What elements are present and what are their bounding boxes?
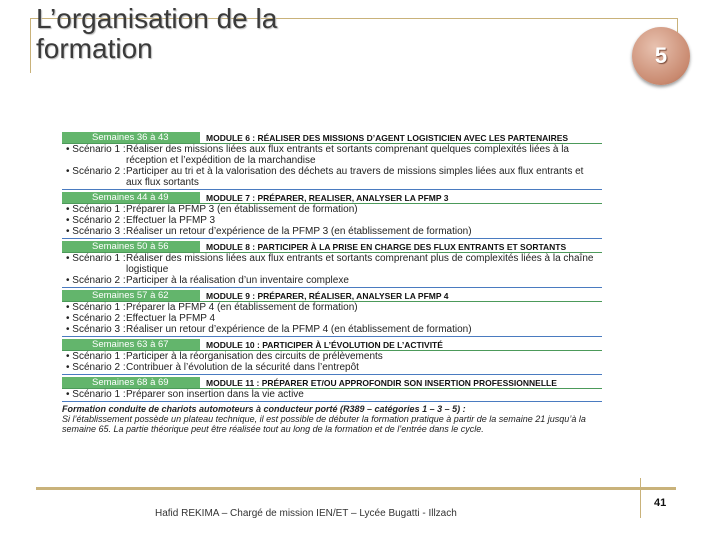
footer-right-divider [640,478,641,518]
scenario-text: Participer à la réalisation d’un inventaire complexe [126,275,349,286]
module-weeks: Semaines 50 à 56 [62,241,200,252]
scenario-row [62,204,602,215]
scenario-text: Réaliser des missions liées aux flux entrants et sortants comprenant plus de complexités liées à la chaîne logistique [126,253,594,275]
scenario-row [62,166,602,188]
module-title: MODULE 11 : PRÉPARER ET/OU APPROFONDIR SON INSERTION PROFESSIONNELLE [200,377,602,388]
scenario-row [62,313,602,324]
module-block [62,192,602,239]
scenario-text: Préparer son insertion dans la vie active [126,389,304,400]
scenario-label: • Scénario 2 : [66,313,126,324]
module-block [62,377,602,402]
module-divider [62,336,602,337]
forklift-training-body: Si l’établissement possède un plateau technique, il est possible de débuter la formation pratique à partir de la semaine 21 jusqu’à la semaine 65. La partie théorique peut être réalisée tout au long de la formation et de l’entrée dans le cycle. [62,414,586,434]
scenario-row [62,302,602,313]
module-weeks: Semaines 63 à 67 [62,339,200,350]
scenario-label: • Scénario 1 : [66,302,126,313]
module-block [62,132,602,190]
module-header [62,192,602,204]
scenario-label: • Scénario 1 : [66,144,126,155]
scenario-text: Effectuer la PFMP 3 [126,215,216,226]
footer-divider [36,487,676,490]
slide-number-badge: 5 [632,27,690,85]
module-divider [62,238,602,239]
scenario-row [62,351,602,362]
scenario-label: • Scénario 1 : [66,253,126,264]
scenario-text: Préparer la PFMP 4 (en établissement de formation) [126,302,358,313]
module-block [62,290,602,337]
scenario-row [62,215,602,226]
module-block [62,241,602,288]
module-weeks: Semaines 44 à 49 [62,192,200,203]
scenario-text: Réaliser un retour d’expérience de la PFMP 3 (en établissement de formation) [126,226,472,237]
module-header [62,241,602,253]
scenario-label: • Scénario 1 : [66,389,126,400]
modules-content [62,132,602,434]
scenario-label: • Scénario 2 : [66,215,126,226]
module-header [62,290,602,302]
page-number: 41 [654,497,667,509]
scenario-label: • Scénario 1 : [66,204,126,215]
scenario-label: • Scénario 2 : [66,362,126,373]
title-line-2: formation [36,33,153,64]
scenario-label: • Scénario 1 : [66,351,126,362]
module-title: MODULE 8 : PARTICIPER À LA PRISE EN CHARGE DES FLUX ENTRANTS ET SORTANTS [200,241,602,252]
scenario-row [62,275,602,286]
decorative-left-line [30,18,31,73]
module-divider [62,401,602,402]
scenario-text: Participer au tri et à la valorisation des déchets au travers de missions simples liées aux flux entrants et aux flux sortants [126,166,584,188]
scenario-row [62,226,602,237]
module-weeks: Semaines 57 à 62 [62,290,200,301]
scenario-row [62,144,602,166]
scenario-label: • Scénario 3 : [66,324,126,335]
module-divider [62,287,602,288]
title-line-1: L’organisation de la [36,3,278,34]
module-header [62,377,602,389]
module-block [62,339,602,375]
scenario-row [62,253,602,275]
module-header [62,132,602,144]
module-weeks: Semaines 68 à 69 [62,377,200,388]
module-divider [62,374,602,375]
module-title: MODULE 9 : PRÉPARER, RÉALISER, ANALYSER LA PFMP 4 [200,290,602,301]
footer-author: Hafid REKIMA – Chargé de mission IEN/ET – Lycée Bugatti - Illzach [155,508,457,519]
scenario-label: • Scénario 2 : [66,166,126,177]
module-title: MODULE 6 : RÉALISER DES MISSIONS D’AGENT LOGISTICIEN AVEC LES PARTENAIRES [200,132,602,143]
scenario-text: Participer à la réorganisation des circuits de prélèvements [126,351,383,362]
scenario-row [62,389,602,400]
module-title: MODULE 10 : PARTICIPER À L’ÉVOLUTION DE L’ACTIVITÉ [200,339,602,350]
scenario-row [62,362,602,373]
forklift-training-note [62,404,602,434]
scenario-text: Contribuer à l’évolution de la sécurité dans l’entrepôt [126,362,359,373]
module-weeks: Semaines 36 à 43 [62,132,200,143]
scenario-text: Préparer la PFMP 3 (en établissement de formation) [126,204,358,215]
slide-title [36,4,277,64]
scenario-text: Réaliser des missions liées aux flux entrants et sortants comprenant quelques complexités liées à la réception et l’expédition de la marchandise [126,144,569,166]
scenario-label: • Scénario 3 : [66,226,126,237]
module-divider [62,189,602,190]
module-header [62,339,602,351]
scenario-label: • Scénario 2 : [66,275,126,286]
scenario-row [62,324,602,335]
forklift-training-heading: Formation conduite de chariots automoteurs à conducteur porté (R389 – catégories 1 – 3 – 5) : [62,404,466,414]
module-title: MODULE 7 : PRÉPARER, REALISER, ANALYSER LA PFMP 3 [200,192,602,203]
scenario-text: Effectuer la PFMP 4 [126,313,216,324]
scenario-text: Réaliser un retour d’expérience de la PFMP 4 (en établissement de formation) [126,324,472,335]
